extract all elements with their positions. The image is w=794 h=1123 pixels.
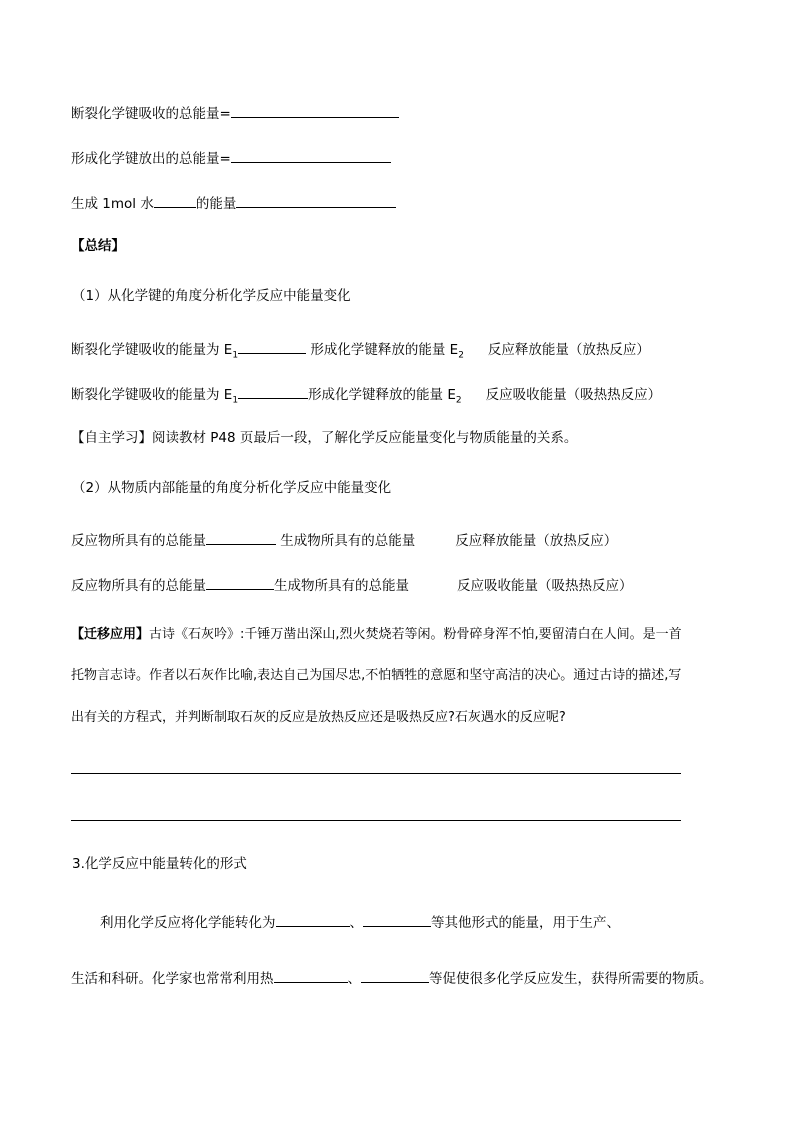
energy-row-exothermic — [71, 530, 617, 550]
transfer-line3: 出有关的方程式，并判断制取石灰的反应是放热反应还是吸热反应?石灰遇水的反应呢? — [71, 710, 566, 725]
row-text1: 断裂化学键吸收的能量为 E — [71, 342, 233, 358]
self-study-text: 阅读教材 P48 页最后一段，了解化学反应能量变化与物质能量的关系。 — [152, 430, 578, 446]
row-text2: 生成物所具有的总能量 — [280, 533, 416, 549]
water-prefix: 生成 1mol 水 — [71, 196, 154, 212]
para2-sep: 、 — [347, 971, 361, 987]
self-study-tag: 【自主学习】 — [71, 430, 152, 446]
bond-form-total-label: 形成化学键放出的总能量= — [71, 151, 231, 167]
answer-blank[interactable] — [363, 912, 431, 927]
para1-text2: 等其他形式的能量，用于生产、 — [431, 915, 620, 931]
answer-blank[interactable] — [238, 384, 308, 399]
bond-row-exothermic — [71, 339, 650, 365]
answer-blank[interactable] — [154, 193, 196, 208]
row-text1: 反应物所具有的总能量 — [71, 533, 206, 549]
row-sub1: 1 — [232, 395, 239, 406]
para2-text1: 生活和科研。化学家也常常利用热 — [71, 971, 274, 987]
answer-blank[interactable] — [206, 575, 274, 590]
row-text2: 形成化学键释放的能量 E — [310, 342, 459, 358]
bond-break-total-label: 断裂化学键吸收的总能量= — [71, 106, 231, 122]
conversion-para-line2 — [71, 968, 713, 988]
section1-title: （1）从化学键的角度分析化学反应中能量变化 — [72, 288, 351, 304]
para2-text2: 等促使很多化学反应发生，获得所需要的物质。 — [429, 971, 713, 987]
row-sub1: 1 — [232, 350, 239, 361]
energy-row-endothermic — [71, 575, 633, 595]
answer-blank[interactable] — [231, 148, 391, 163]
answer-blank[interactable] — [276, 912, 350, 927]
answer-blank[interactable] — [236, 193, 396, 208]
row-result: 反应吸收能量（吸热热反应） — [485, 387, 662, 403]
bond-form-total-line — [71, 148, 391, 168]
section2-title: （2）从物质内部能量的角度分析化学反应中能量变化 — [72, 480, 392, 496]
row-result: 反应释放能量（放热反应） — [487, 342, 650, 358]
transfer-text-1: 古诗《石灰吟》:千锤万凿出深山,烈火焚烧若等闲。粉骨碎身浑不怕,要留清白在人间。是一首 — [149, 627, 682, 642]
row-result: 反应吸收能量（吸热热反应） — [457, 578, 633, 594]
row-result: 反应释放能量（放热反应） — [455, 533, 618, 549]
transfer-tag: 【迁移应用】 — [71, 627, 150, 642]
water-energy-line — [71, 193, 396, 213]
self-study-line — [71, 429, 577, 447]
answer-line[interactable] — [71, 820, 681, 821]
row-sub2: 2 — [455, 395, 462, 406]
bond-break-total-line — [71, 103, 399, 123]
bond-row-endothermic — [71, 384, 661, 410]
transfer-line2: 托物言志诗。作者以石灰作比喻,表达自己为国尽忠,不怕牺牲的意愿和坚守高洁的决心。通过古诗的描述,写 — [71, 668, 682, 683]
para1-sep: 、 — [349, 915, 363, 931]
water-middle: 的能量 — [195, 196, 237, 212]
row-text2: 生成物所具有的总能量 — [274, 578, 409, 594]
answer-blank[interactable] — [231, 103, 399, 118]
answer-blank[interactable] — [274, 968, 348, 983]
answer-line[interactable] — [71, 773, 681, 774]
answer-blank[interactable] — [206, 530, 276, 545]
row-text1: 断裂化学键吸收的能量为 E — [71, 387, 233, 403]
row-sub2: 2 — [458, 350, 464, 361]
para1-text1: 利用化学反应将化学能转化为 — [100, 915, 276, 931]
transfer-line1 — [71, 626, 682, 644]
answer-blank[interactable] — [361, 968, 429, 983]
section3-title: 3.化学反应中能量转化的形式 — [72, 856, 247, 872]
row-text1: 反应物所具有的总能量 — [71, 578, 206, 594]
summary-heading: 【总结】 — [71, 238, 125, 254]
conversion-para-line1 — [100, 912, 620, 932]
answer-blank[interactable] — [238, 339, 306, 354]
row-text2: 形成化学键释放的能量 E — [308, 387, 456, 403]
